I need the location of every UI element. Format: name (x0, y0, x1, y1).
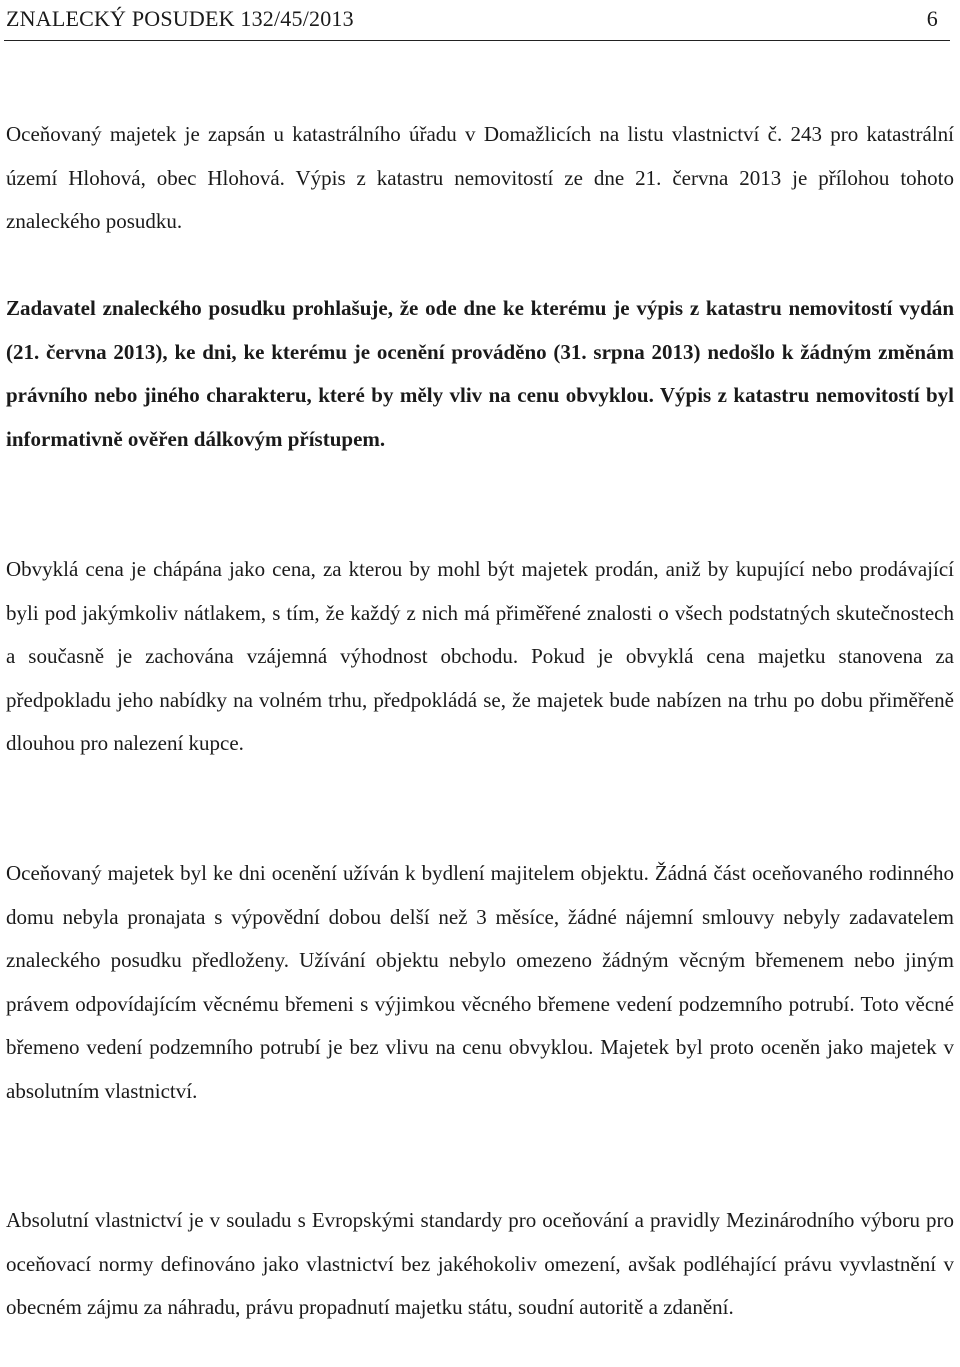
paragraph-ownership: Oceňovaný majetek je zapsán u katastrálního úřadu v Domažlicích na listu vlastnictví č. 243 pro katastrální území Hlohová, obec Hlohová. Výpis z katastru nemovitostí ze dne 21. června 2013 je přílohou tohoto znaleckého posudku. (6, 122, 954, 233)
page-number: 6 (926, 6, 938, 31)
document-title: ZNALECKÝ POSUDEK 132/45/2013 (6, 6, 354, 31)
header-divider (4, 40, 950, 41)
paragraph-property-use: Oceňovaný majetek byl ke dni ocenění užíván k bydlení majitelem objektu. Žádná část oceňovaného rodinného domu nebyla pronajata s výpovědní dobou delší než 3 měsíce, žádné nájemní smlouvy nebyly zadavatelem znaleckého posudku předloženy. Užívání objektu nebylo omezeno žádným věcným břemenem nebo jiným právem odpovídajícím věcnému břemeni s výjimkou věcného břemene vedení podzemního potrubí. Toto věcné břemeno vedení podzemního potrubí je bez vlivu na cenu obvyklou. Majetek byl proto oceněn jako majetek v absolutním vlastnictví. (6, 861, 954, 1103)
paragraph-client-declaration: Zadavatel znaleckého posudku prohlašuje, že ode dne ke kterému je výpis z katastru nemovitostí vydán (21. června 2013), ke dni, ke kterému je ocenění prováděno (31. srpna 2013) nedošlo k žádným změnám právního nebo jiného charakteru, které by měly vliv na cenu obvyklou. Výpis z katastru nemovitostí byl informativně ověřen dálkovým přístupem. (6, 296, 954, 451)
paragraph-absolute-ownership: Absolutní vlastnictví je v souladu s Evropskými standardy pro oceňování a pravidly Mezinárodního výboru pro oceňovací normy definováno jako vlastnictví bez jakéhokoliv omezení, avšak podléhající právu vyvlastnění v obecném zájmu za náhradu, právu propadnutí majetku státu, soudní autoritě a zdanění. (6, 1208, 954, 1319)
paragraph-market-value-definition: Obvyklá cena je chápána jako cena, za kterou by mohl být majetek prodán, aniž by kupující nebo prodávající byli pod jakýmkoliv nátlakem, s tím, že každý z nich má přiměřené znalosti o všech podstatných skutečnostech a současně je zachována vzájemná výhodnost obchodu. Pokud je obvyklá cena majetku stanovena za předpokladu jeho nabídky na volném trhu, předpokládá se, že majetek bude nabízen na trhu po dobu přiměřeně dlouhou pro nalezení kupce. (6, 557, 954, 755)
page-header (6, 2, 938, 36)
